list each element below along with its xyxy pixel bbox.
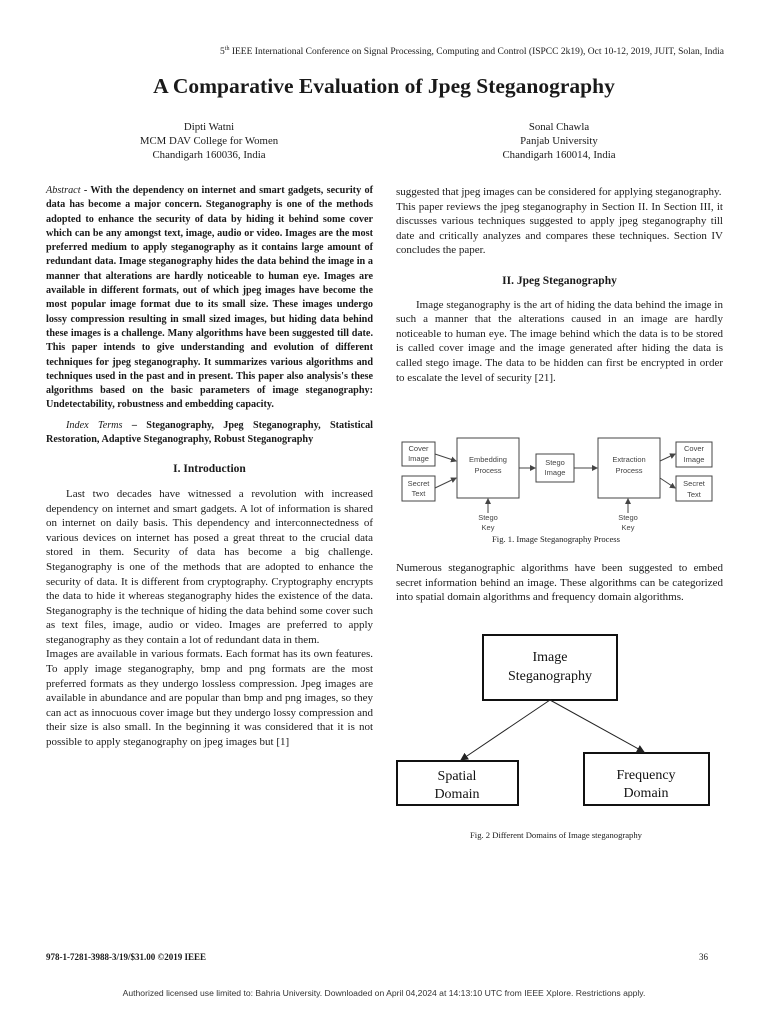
stego-key-label: Key	[481, 523, 495, 532]
right-column	[396, 185, 723, 385]
secret-text-output-label: Text	[687, 490, 701, 499]
index-terms-text: – Steganography, Jpeg Steganography, Statistical Restoration, Adaptive Steganography, Robust Steganography	[46, 419, 373, 446]
figure-2-caption: Fig. 2 Different Domains of Image steganography	[470, 830, 642, 840]
paper-title: A Comparative Evaluation of Jpeg Steganography	[153, 74, 615, 98]
index-terms-label: Index Terms	[66, 419, 123, 431]
paragraph: suggested that jpeg images can be considered for applying steganography.	[396, 186, 722, 198]
secret-text-output-label: Secret	[683, 479, 705, 488]
stego-image-label: Image	[544, 468, 566, 477]
image-steganography-label: Image	[532, 650, 568, 665]
figure-2-diagram	[396, 630, 716, 810]
section-heading-introduction: I. Introduction	[173, 463, 246, 476]
stego-key-label: Stego	[618, 513, 638, 522]
secret-text-label: Text	[411, 489, 426, 498]
author-location: Chandigarh 160014, India	[502, 149, 616, 161]
abstract-label: Abstract	[46, 185, 81, 196]
left-column	[46, 184, 373, 750]
cover-image-label: Image	[408, 454, 429, 463]
image-steganography-label: Steganography	[508, 669, 592, 684]
author-block-1	[89, 120, 329, 162]
figure-1-diagram	[396, 433, 716, 533]
paragraph: Numerous steganographic algorithms have been suggested to embed secret information behind an image. These algorithms can be categorized into spatial domain algorithms and frequency domain algorithms.	[396, 562, 723, 604]
author-name: Sonal Chawla	[528, 121, 590, 133]
cover-image-output-label: Cover	[683, 444, 705, 453]
stego-image-label: Stego	[545, 458, 565, 467]
embedding-process-label: Embedding	[469, 455, 507, 464]
frequency-domain-label: Frequency	[616, 768, 676, 783]
conference-header: 5th IEEE International Conference on Signal Processing, Computing and Control (ISPCC 2k19), Oct 10-12, 2019, JUIT, Solan, India	[220, 46, 724, 58]
paragraph: This paper reviews the jpeg steganography in Section II. In Section III, it discusses various techniques suggested to apply jpeg steganography till date and critically analyzes and compares these techniques. Section IV concludes the paper.	[396, 200, 723, 257]
spatial-domain-label: Domain	[434, 787, 480, 802]
paragraph: Images are available in various formats. Each format has its own features. To apply image steganography, bmp and png formats are the most preferred formats as they undergo lossless compression. Jpeg images are available in abundance and are popular than bmp and png images, so they can act as innocuous cover image but they undergo lossy compression and their size is also small. In the beginning it was considered that it is not possible to apply steganography on jpeg images but [1]	[46, 648, 373, 749]
frequency-domain-label: Domain	[623, 786, 669, 801]
isbn-copyright: 978-1-7281-3988-3/19/$31.00 ©2019 IEEE	[46, 952, 206, 962]
extraction-process-label: Extraction	[612, 455, 646, 464]
abstract-text: - With the dependency on internet and smart gadgets, security of data has become a major concern. Steganography is one of the methods adopted to enhance the security of data by hiding it behind some cover which can be any amongst text, image, audio or video. Images are the most preferred medium to apply steganography as it contains large amount of redundant data. Image steganography hides the data behind the image in a manner that alterations are hardly noticeable to human eye. Images are available in different formats, out of which jpeg images have become the most popular image format due to its small size. These images undergo lossy compression resulting in small sized images, but hiding data behind these images is a challenge. Many algorithms have been suggested till date. This paper intends to give understanding and evolution of different techniques for jpeg steganography. It summarizes various algorithms and techniques used in the past and in present. This paper also analysis's these algorithms based on the basic parameters of image steganography: Undetectability, robustness and embedding capacity.	[46, 185, 373, 411]
abstract	[46, 184, 373, 413]
figure-1-caption: Fig. 1. Image Steganography Process	[492, 534, 620, 544]
stego-key-label: Stego	[478, 513, 498, 522]
author-name: Dipti Watni	[183, 121, 235, 133]
right-column-lower	[396, 561, 723, 605]
paragraph: Image steganography is the art of hiding the data behind the image in such a manner that the alterations caused in an image are hardly noticeable to human eye. The image behind which the data is to be stored is called cover image and the image generated after hiding the data is called stego image. The data to be hidden can first be encrypted in order to escalate the level of security [21].	[396, 298, 723, 384]
author-affiliation: MCM DAV College for Women	[139, 135, 279, 147]
author-affiliation: Panjab University	[520, 135, 598, 147]
cover-image-output-label: Image	[683, 455, 705, 464]
embedding-process-label: Process	[474, 466, 502, 475]
author-block-2	[439, 120, 679, 162]
cover-image-label: Cover	[408, 444, 429, 453]
extraction-process-label: Process	[615, 466, 643, 475]
author-location: Chandigarh 160036, India	[152, 149, 266, 161]
image-steganography-box	[483, 635, 617, 700]
paragraph: Last two decades have witnessed a revolution with increased dependency on internet and smart gadgets. A lot of information is shared on internet on daily basis. This dependency and interconnectedness of various devices on internet has posed a great threat to the crucial data stored in them. Security of data has become a big challenge. Steganography is one of the methods that are adopted to enhance the security of data. It is different from cryptography. Cryptography encrypts the data to hide it whereas steganography hides the existence of the data. Steganography is the technique of hiding the data behind some cover such as text files, image, audio or video. Images are preferred to apply steganography as they contain a lot of redundant data in them.	[46, 487, 373, 646]
index-terms	[46, 419, 373, 448]
page-number: 36	[699, 952, 708, 962]
secret-text-label: Secret	[407, 479, 430, 488]
stego-key-label: Key	[621, 523, 635, 532]
section-heading-jpeg-steganography: II. Jpeg Steganography	[502, 274, 617, 287]
spatial-domain-label: Spatial	[437, 769, 477, 784]
license-notice: Authorized licensed use limited to: Bahria University. Downloaded on April 04,2024 at 14:13:10 UTC from IEEE Xplore. Restrictions apply.	[122, 988, 646, 998]
